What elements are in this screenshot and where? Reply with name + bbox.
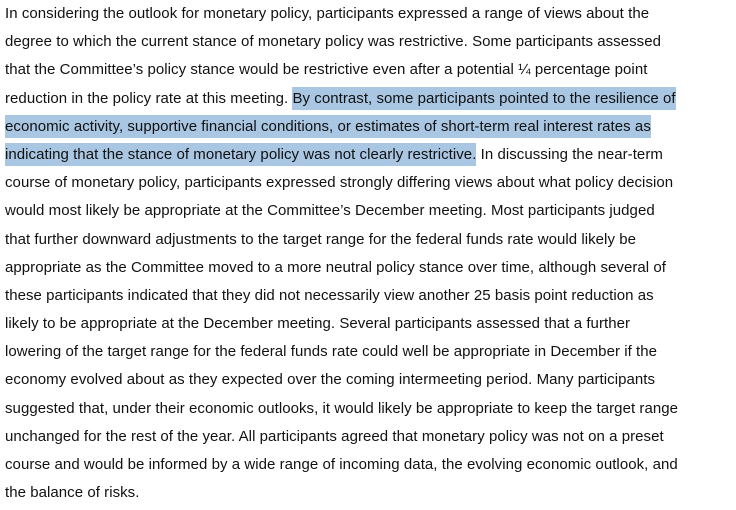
paragraph-line [5, 398, 736, 426]
paragraph-line [5, 482, 736, 510]
paragraph-line [5, 88, 736, 116]
paragraph-line [5, 144, 736, 172]
line-text: degree to which the current stance of monetary policy was restrictive. Some participants assessed [5, 33, 661, 51]
line-text: In discussing the near-term [476, 145, 663, 163]
line-text: these participants indicated that they did not necessarily view another 25 basis point reduction as [5, 286, 654, 304]
paragraph-line [5, 229, 736, 257]
paragraph-line [5, 3, 736, 31]
line-text: likely to be appropriate at the December meeting. Several participants assessed that a further [5, 315, 631, 333]
line-text: appropriate as the Committee moved to a more neutral policy stance over time, although several of [5, 258, 667, 276]
paragraph-line [5, 369, 736, 397]
line-text: lowering of the target range for the federal funds rate could well be appropriate in December if the [5, 343, 658, 361]
highlighted-text: indicating that the stance of monetary policy was not clearly restrictive. [5, 143, 476, 166]
highlighted-text: By contrast, some participants pointed to the resilience of [292, 87, 675, 110]
paragraph-line [5, 172, 736, 200]
paragraph-line [5, 59, 736, 87]
highlighted-text: economic activity, supportive financial conditions, or estimates of short-term real interest rates as [5, 115, 651, 138]
line-text: would most likely be appropriate at the Committee’s December meeting. Most participants judged [5, 202, 655, 220]
line-text: the balance of risks. [5, 484, 140, 502]
line-text: that the Committee’s policy stance would be restrictive even after a potential ¼ percentage point [5, 61, 648, 79]
line-text: course of monetary policy, participants expressed strongly differing views about what policy decision [5, 174, 674, 192]
line-text: In considering the outlook for monetary policy, participants expressed a range of views about the [5, 5, 650, 22]
paragraph-line [5, 31, 736, 59]
line-text: suggested that, under their economic outlooks, it would likely be appropriate to keep the target range [5, 399, 679, 417]
line-text: reduction in the policy rate at this meeting. [5, 89, 293, 107]
paragraph-line [5, 341, 736, 369]
paragraph-line [5, 285, 736, 313]
paragraph-line [5, 116, 736, 144]
paragraph-line [5, 257, 736, 285]
line-text: course and would be informed by a wide range of incoming data, the evolving economic outlook, and [5, 456, 678, 473]
paragraph-line [5, 200, 736, 228]
paragraph-line [5, 426, 736, 454]
paragraph-line [5, 313, 736, 341]
line-text: that further downward adjustments to the target range for the federal funds rate would likely be [5, 230, 636, 248]
paragraph-line [5, 454, 736, 482]
line-text: economy evolved about as they expected over the coming intermeeting period. Many participants [5, 371, 656, 389]
line-text: unchanged for the rest of the year. All participants agreed that monetary policy was not on a preset [5, 427, 664, 445]
